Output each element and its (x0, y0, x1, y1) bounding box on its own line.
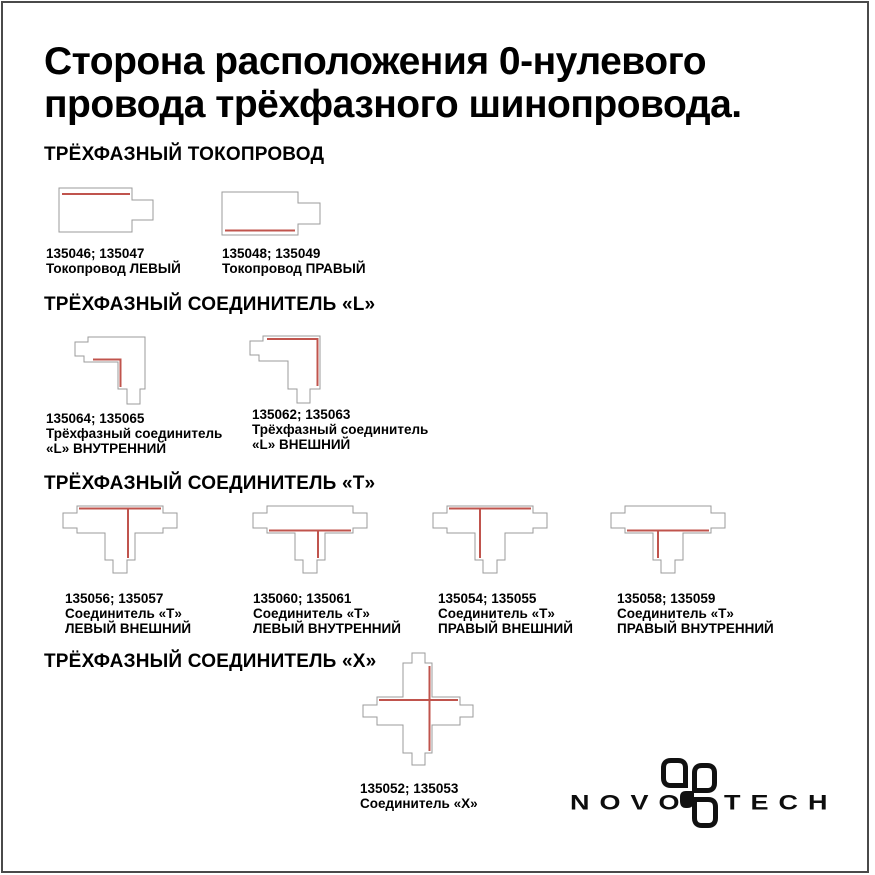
product-name-line: ПРАВЫЙ ВНЕШНИЙ (438, 621, 573, 636)
section-header-l-connector: ТРЁХФАЗНЫЙ СОЕДИНИТЕЛЬ «L» (44, 294, 376, 315)
product-codes: 135062; 135063 (252, 407, 351, 422)
product-codes: 135058; 135059 (617, 591, 716, 606)
product-label (438, 591, 573, 636)
product-label (222, 246, 366, 276)
product-codes: 135052; 135053 (360, 781, 459, 796)
connector-outline (222, 192, 320, 235)
product-name-line: ЛЕВЫЙ ВНУТРЕННИЙ (253, 621, 401, 636)
product-name-line: Токопровод ЛЕВЫЙ (46, 261, 181, 276)
product-name-line: Соединитель «Т» (253, 606, 370, 621)
section-header-t-connector: ТРЁХФАЗНЫЙ СОЕДИНИТЕЛЬ «Т» (44, 473, 376, 494)
diagram-l-connector-external (250, 336, 320, 403)
product-codes: 135060; 135061 (253, 591, 352, 606)
product-name-line: Соединитель «Т» (65, 606, 182, 621)
product-name-line: «L» ВНУТРЕННИЙ (46, 441, 167, 456)
product-name-line: Соединитель «Т» (438, 606, 555, 621)
logo-text-novo: NOVO (570, 791, 690, 815)
diagram-x-connector (363, 653, 473, 765)
product-name-line: Соединитель «X» (360, 796, 478, 811)
product-label (46, 246, 181, 276)
product-name-line: Соединитель «Т» (617, 606, 734, 621)
product-label (65, 591, 191, 636)
connector-outline (363, 653, 473, 765)
product-label (253, 591, 401, 636)
connector-outline (433, 506, 547, 573)
logo-text-tech: TECH (724, 791, 838, 815)
logo-leaf-top-left (664, 761, 686, 786)
product-codes: 135056; 135057 (65, 591, 164, 606)
product-name-line: Трёхфазный соединитель (252, 422, 429, 437)
connector-outline (611, 506, 725, 573)
product-name-line: «L» ВНЕШНИЙ (252, 437, 351, 452)
product-label (617, 591, 774, 636)
diagram-t-connector-left-internal (253, 506, 367, 573)
page-title-line-1: Сторона расположения 0-нулевого (44, 40, 707, 83)
product-name-line: Трёхфазный соединитель (46, 426, 223, 441)
diagram-l-connector-internal (75, 337, 145, 404)
product-name-line: Токопровод ПРАВЫЙ (222, 261, 366, 276)
product-codes: 135048; 135049 (222, 246, 321, 261)
product-name-line: ЛЕВЫЙ ВНЕШНИЙ (65, 621, 192, 636)
connector-outline (253, 506, 367, 573)
product-codes: 135064; 135065 (46, 411, 145, 426)
diagram-track-right (222, 192, 320, 235)
connector-outline (75, 337, 145, 404)
product-label (46, 411, 222, 456)
product-name-line: ПРАВЫЙ ВНУТРЕННИЙ (617, 621, 774, 636)
diagram-t-connector-left-external (63, 506, 177, 573)
page-title-line-2: провода трёхфазного шинопровода. (44, 83, 742, 126)
logo-leaf-top-right (695, 766, 715, 791)
connector-outline (63, 506, 177, 573)
diagram-track-left (59, 188, 153, 232)
product-codes: 135054; 135055 (438, 591, 537, 606)
logo-leaf-bottom-right (695, 800, 716, 826)
section-header-x-connector: ТРЁХФАЗНЫЙ СОЕДИНИТЕЛЬ «X» (44, 651, 377, 672)
diagram-t-connector-right-internal (611, 506, 725, 573)
product-label (360, 781, 478, 811)
section-header-three-phase-track: ТРЁХФАЗНЫЙ ТОКОПРОВОД (44, 144, 325, 165)
product-label (252, 407, 428, 452)
neutral-wire-line (93, 360, 121, 388)
diagram-t-connector-right-external (433, 506, 547, 573)
connector-outline (250, 336, 320, 403)
product-codes: 135046; 135047 (46, 246, 145, 261)
